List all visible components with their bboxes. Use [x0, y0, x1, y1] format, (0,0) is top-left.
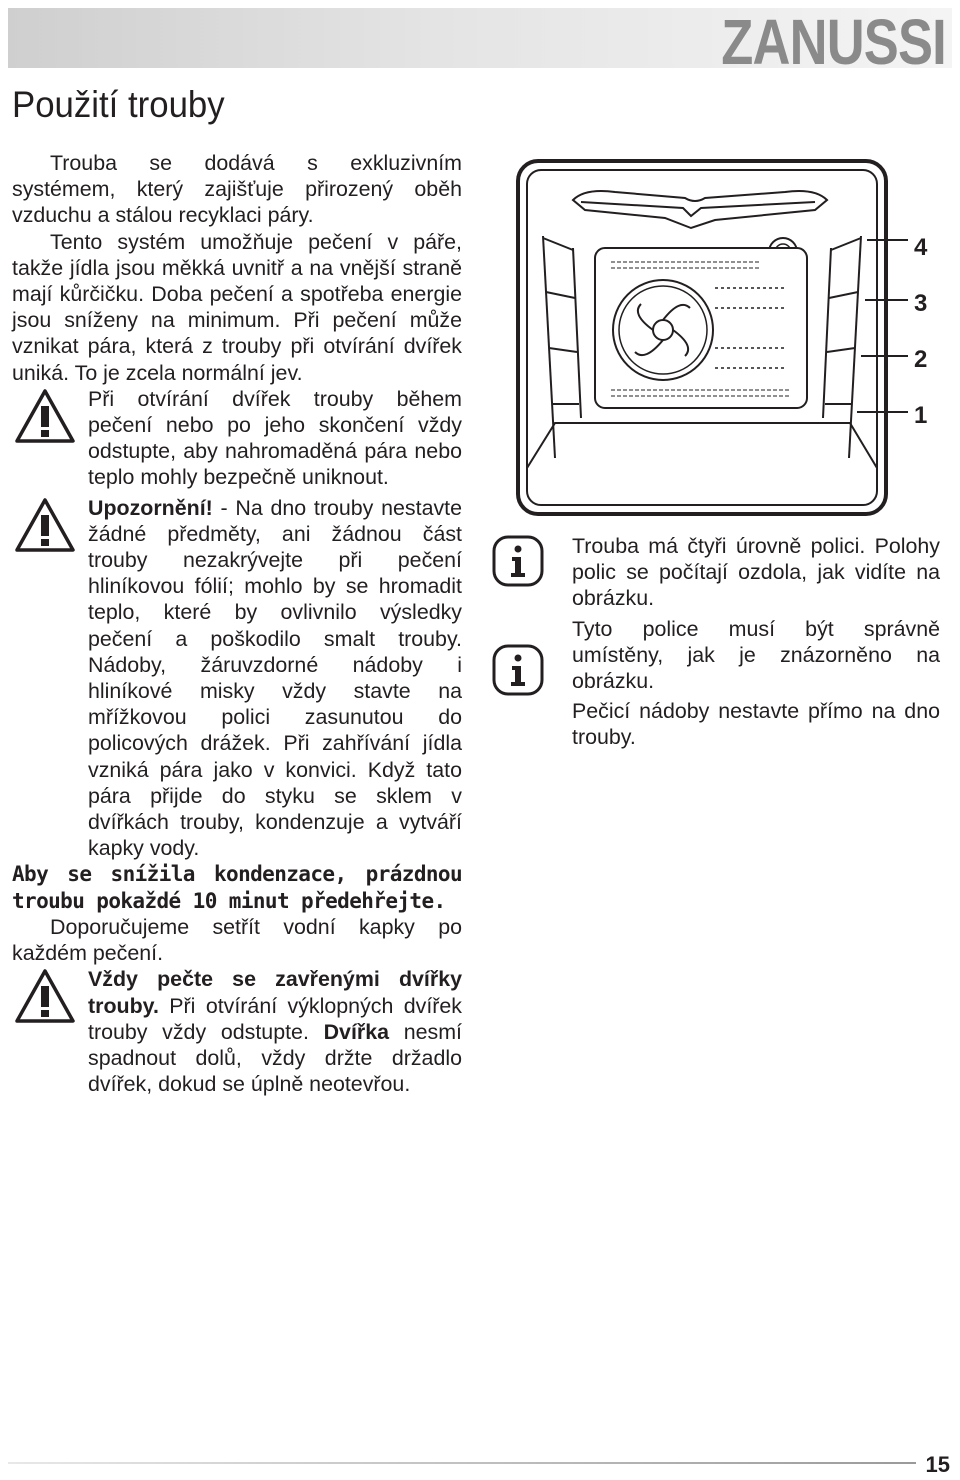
condensation-note: Aby se snížila kondenzace, prázdnou troubu pokaždé 10 minut předehřejte.: [12, 862, 462, 913]
shelf-level-3: 3: [914, 290, 928, 317]
warning-steam-text: Při otvírání dvířek trouby během pečení nebo po jeho skončení vždy odstupte, aby nahromaděná pára nebo teplo mohly bezpečně uniknout.: [88, 386, 462, 490]
back-panel: [595, 248, 807, 408]
intro-paragraph: Trouba se dodává s exkluzivním systémem, který zajišťuje přirozený oběh vzduchu a stálou recyklaci páry.: [12, 151, 462, 228]
shelf-levels-text: Trouba má čtyři úrovně polici. Polohy polic se počítají ozdola, jak vidíte na obrázku.: [572, 534, 940, 611]
shelf-placement-text: Tyto police musí být správně umístěny, jak je znázorněno na obrázku.: [572, 616, 940, 694]
left-column: [12, 150, 462, 1097]
footer-line: [8, 1462, 916, 1464]
page-number: 15: [925, 1452, 950, 1477]
info-icon: [492, 644, 544, 696]
warning-door-text: Vždy pečte se zavřenými dvířky trouby. Při otvírání výklopných dvířek trouby vždy odstupte. Dvířka nesmí spadnout dolů, vždy držte držadlo dvířek, dokud se úplně neotevřou.: [88, 967, 462, 1097]
header-bar: [8, 6, 952, 78]
warning-foil-text: Upozornění! - Na dno trouby nestavte žádné předměty, ani žádnou část trouby nezakrývejte při pečení hliníkovou fólií; mohlo by se hromadit teplo, které by ovlivnilo výsledky pečení a poškodilo smalt trouby. Nádoby, žáruvzdorné nádoby i hliníkové misky vždy stavte na mřížkovou polici zasunutou do policových drážek. Při zahřívání jídla vzniká pára jako v konvici. Když tato pára přijde do styku se sklem v dvířkách trouby, kondenzuje a vytváří kapky vody.: [88, 495, 462, 861]
level-pointer-lines: [888, 235, 908, 425]
warning-icon: [14, 497, 76, 553]
shelf-level-4: 4: [914, 234, 928, 261]
wipe-paragraph: Doporučujeme setřít vodní kapky po každém pečení.: [12, 914, 462, 966]
oven-diagram: [515, 158, 890, 518]
cookware-text: Pečicí nádoby nestavte přímo na dno trouby.: [572, 699, 940, 750]
warning-door: [12, 966, 462, 1097]
warning-icon: [14, 388, 76, 444]
warning-foil: [12, 495, 462, 862]
warning-foil-heading: Upozornění!: [88, 495, 213, 520]
info-icon: [492, 535, 544, 587]
shelf-level-2: 2: [914, 346, 928, 373]
page-title: Použití trouby: [12, 84, 225, 125]
brand-logo: ZANUSSI: [721, 6, 946, 78]
steam-paragraph: Tento systém umožňuje pečení v páře, takže jídla jsou měkká uvnitř a na vnější straně mají kůrčičku. Doba pečení a spotřeba energie jsou sníženy na minimum. Při pečení může vznikat pára, která z trouby při otvírání dvířek uniká. To je zcela normální jev.: [12, 229, 462, 385]
right-column: [572, 533, 940, 751]
warning-steam: [12, 386, 462, 491]
shelf-level-1: 1: [914, 402, 928, 429]
warning-icon: [14, 968, 76, 1024]
